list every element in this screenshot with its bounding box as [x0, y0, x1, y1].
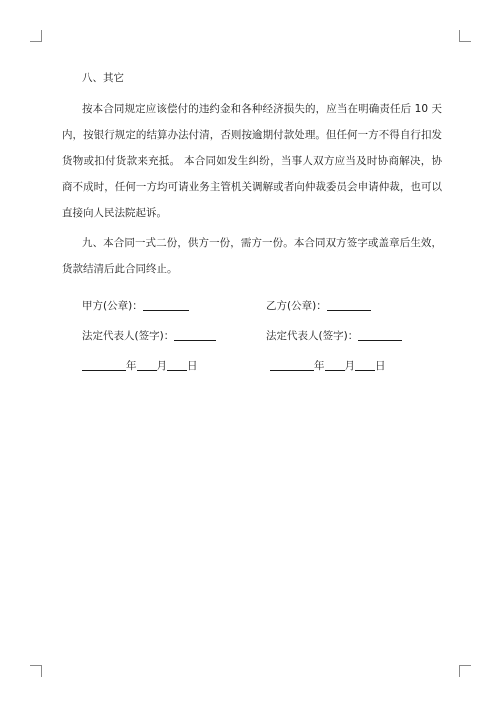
date-a-year-label: 年 [126, 360, 137, 372]
crop-mark-bottom-right [459, 665, 471, 677]
paragraph-liability: 按本合同规定应该偿付的违约金和各种经济损失的，应当在明确责任后 10 天内，按银行规定的结算办法付清，否则按逾期付款处理。但任何一方不得自行扣发货物或扣付货款来充抵。 本合同如发生纠纷，当事人双方应当及时协商解决，协商不成时，任何一方均可请业务主管机关调解或者向仲裁委员会申请仲裁，也可以直接向人民法院起诉。 [62, 103, 442, 219]
date-a-day-blank [167, 357, 187, 371]
rep-b-signature [266, 324, 402, 348]
signature-row-parties [62, 294, 442, 318]
party-a-label: 甲方(公章)： [82, 300, 143, 312]
rep-a-signature [82, 324, 216, 348]
date-b-year-label: 年 [314, 360, 325, 372]
signature-row-representatives [62, 324, 442, 348]
date-a-month-blank [137, 357, 157, 371]
document-body [62, 66, 442, 378]
party-b-label: 乙方(公章)： [266, 300, 327, 312]
date-a-day-label: 日 [187, 360, 198, 372]
date-b-year-blank [270, 357, 314, 371]
party-a-seal [82, 294, 189, 318]
signature-row-dates [62, 354, 442, 378]
party-b-seal [266, 294, 371, 318]
date-a-year-blank [82, 357, 126, 371]
date-b [270, 354, 386, 378]
date-a [82, 354, 198, 378]
date-b-month-label: 月 [344, 360, 355, 372]
rep-a-blank [174, 327, 216, 341]
party-b-blank [327, 297, 371, 311]
section-heading: 八、其它 [82, 72, 124, 84]
crop-mark-top-left [30, 30, 42, 42]
date-a-month-label: 月 [156, 360, 167, 372]
party-a-blank [143, 297, 189, 311]
rep-a-label: 法定代表人(签字)： [82, 330, 175, 342]
date-b-month-blank [325, 357, 345, 371]
rep-b-label: 法定代表人(签字)： [266, 330, 359, 342]
crop-mark-top-right [459, 30, 471, 42]
date-b-day-blank [355, 357, 375, 371]
rep-b-blank [358, 327, 402, 341]
paragraph-copies: 九、本合同一式二份，供方一份，需方一份。本合同双方签字或盖章后生效，货款结清后此合同终止。 [62, 237, 442, 275]
crop-mark-bottom-left [30, 665, 42, 677]
date-b-day-label: 日 [375, 360, 386, 372]
